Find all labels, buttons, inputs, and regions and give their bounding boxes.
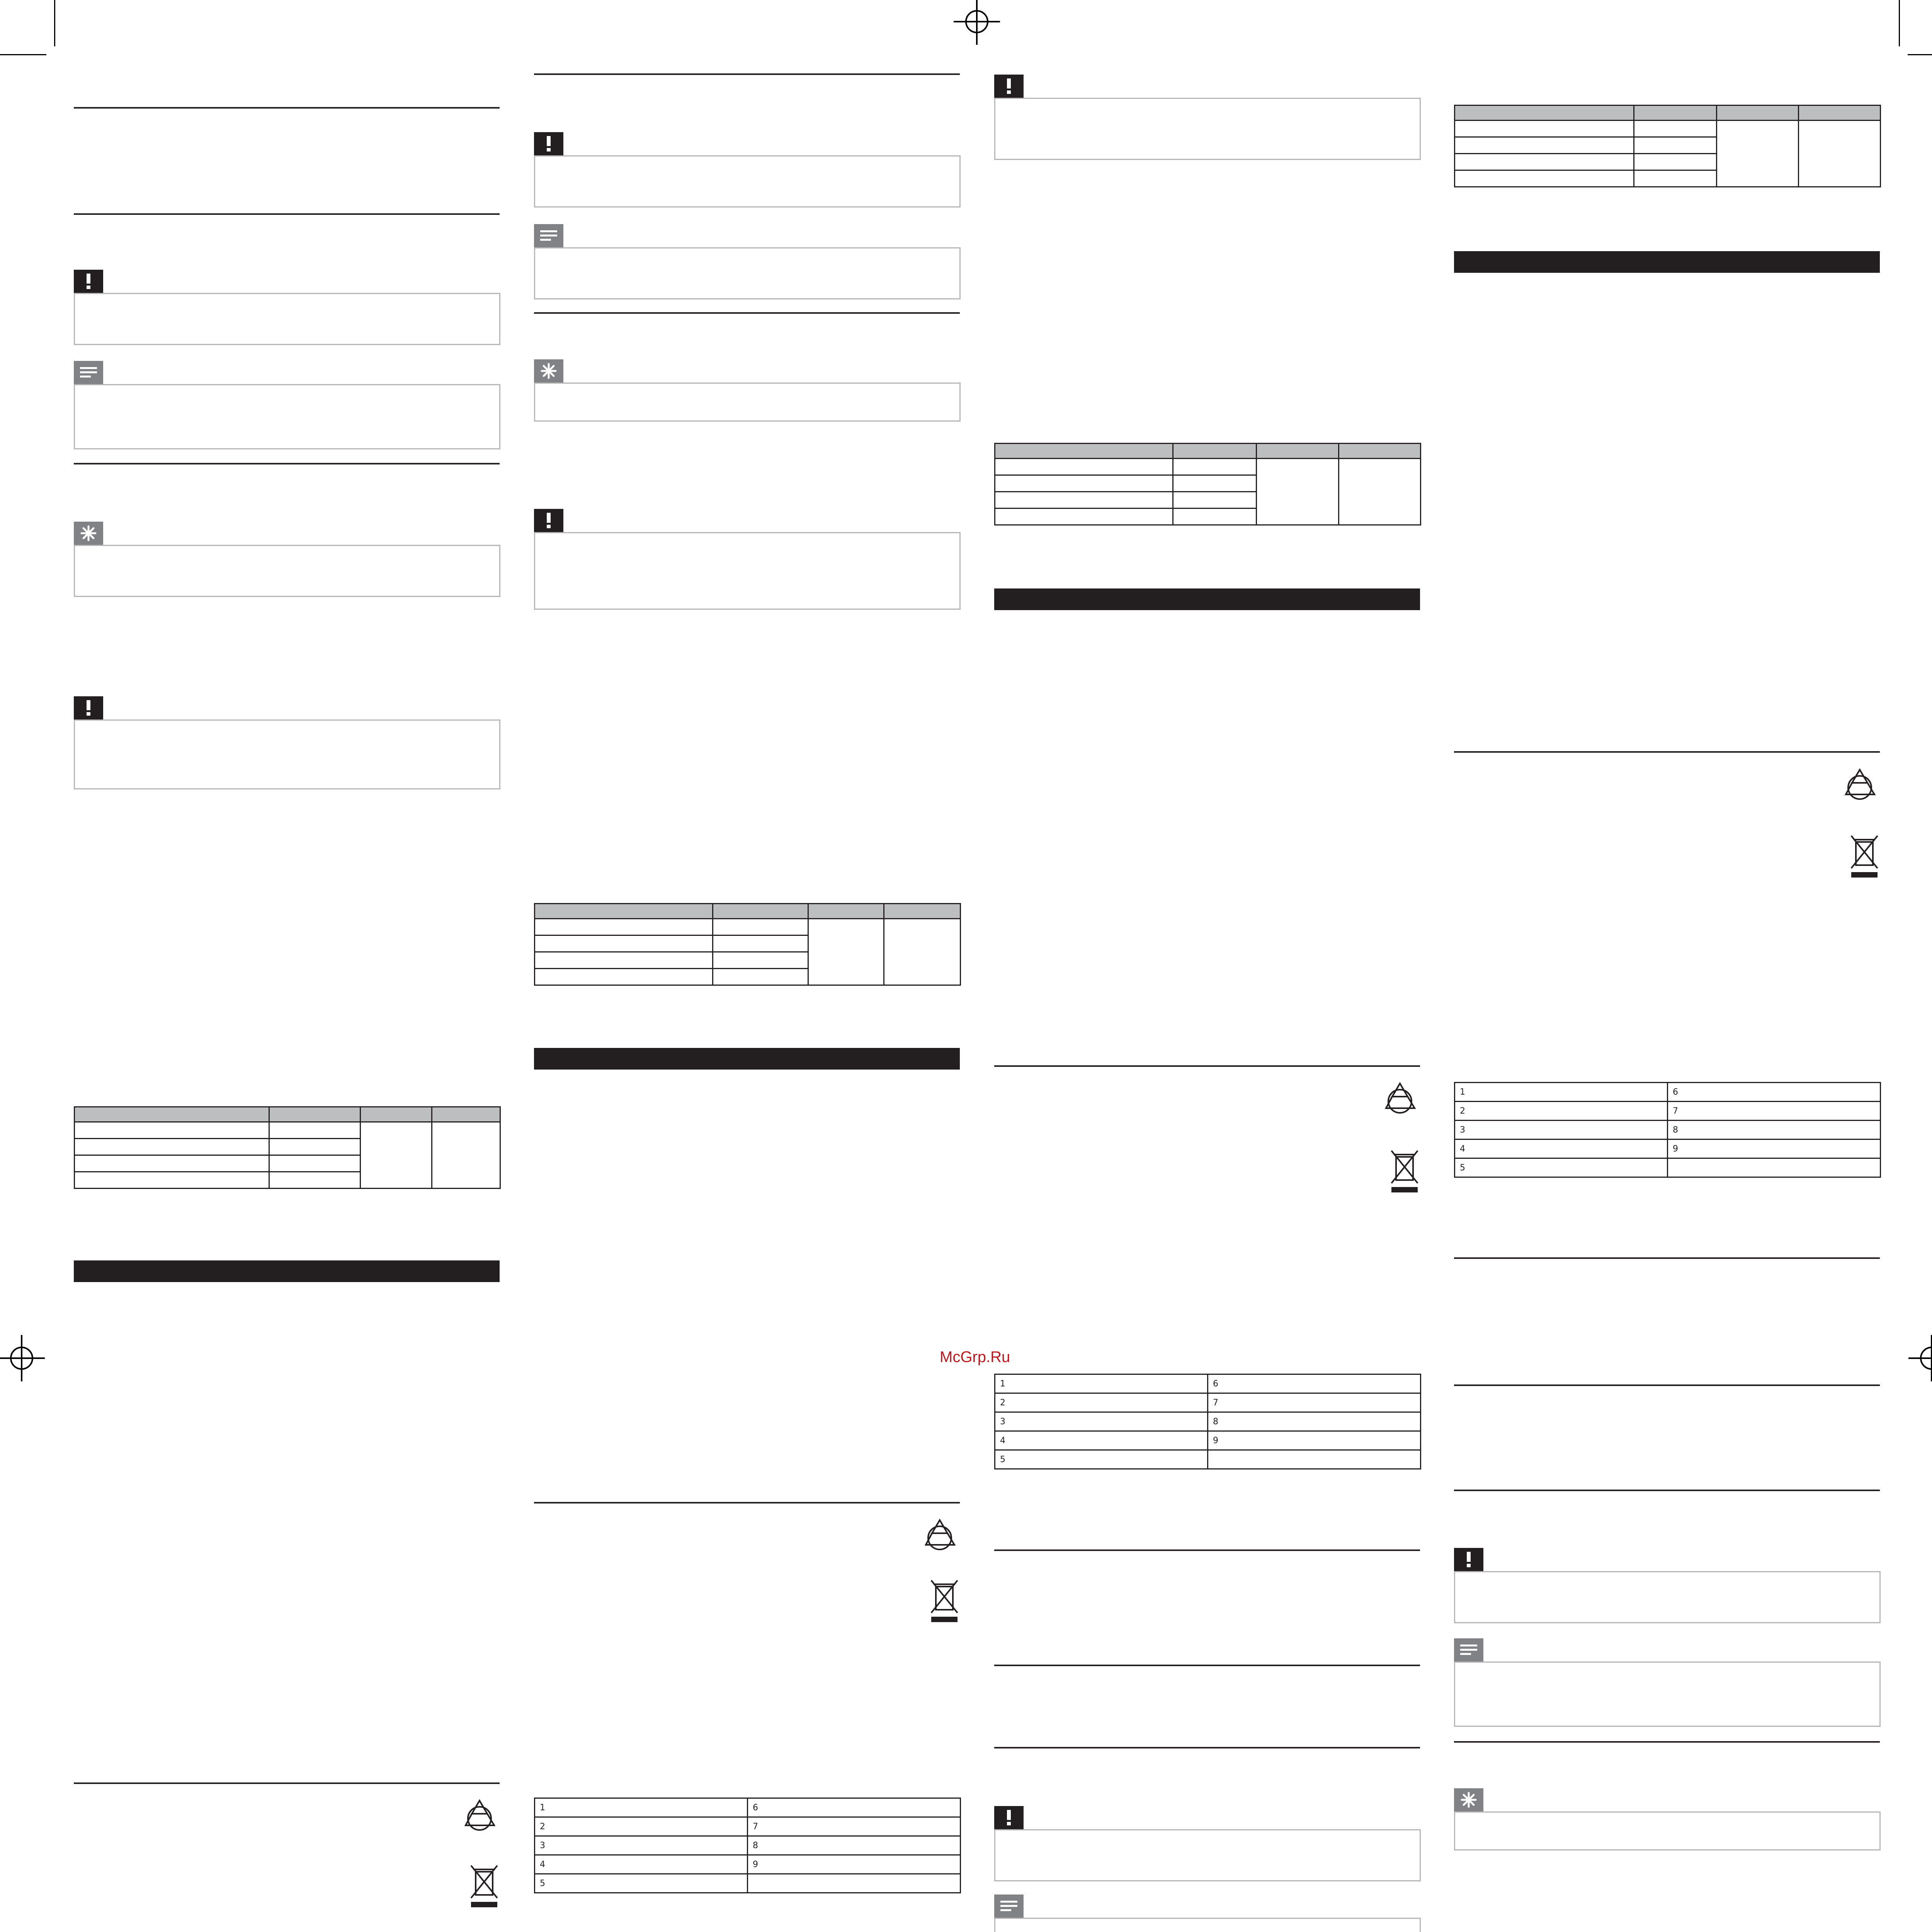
spec-table: [74, 1106, 501, 1189]
parts-table: [534, 1798, 961, 1893]
note-icon: [994, 1895, 1024, 1918]
note-icon: [534, 224, 563, 247]
section-heading-bar: [994, 588, 1420, 610]
parts-table-cell: [1455, 1121, 1668, 1139]
parts-table-cell: [995, 1412, 1208, 1431]
part-marker: 6: [753, 1803, 758, 1813]
section-rule: [994, 1747, 1420, 1748]
warning-box: [994, 98, 1421, 160]
warning-box: [534, 532, 961, 610]
parts-table-cell: [535, 1836, 748, 1855]
section-heading-bar: [1454, 251, 1880, 273]
column-1: [74, 0, 500, 1932]
section-rule: [534, 1502, 960, 1503]
part-marker: 4: [1000, 1435, 1005, 1446]
registration-mark-left: [0, 1335, 45, 1381]
watermark-text[interactable]: McGrp.Ru: [940, 1349, 1010, 1366]
part-marker: 5: [1000, 1454, 1005, 1464]
note-box: [74, 384, 500, 449]
warning-icon: [994, 1806, 1024, 1829]
section-rule: [534, 312, 960, 314]
parts-table: [1454, 1082, 1881, 1178]
part-marker: 3: [540, 1840, 545, 1850]
column-3: [994, 0, 1420, 1932]
section-rule: [74, 107, 500, 109]
parts-table-cell: [535, 1817, 748, 1836]
parts-table-cell: [1668, 1139, 1881, 1158]
column-2: [534, 0, 960, 1932]
column-4: [1454, 0, 1880, 1932]
warning-icon: [534, 132, 563, 155]
parts-table-cell: [1208, 1431, 1421, 1450]
part-marker: 4: [540, 1859, 545, 1869]
recycle-icon: [1381, 1079, 1419, 1117]
part-marker: 7: [1213, 1398, 1218, 1408]
spec-table: [534, 903, 961, 986]
part-marker: 1: [540, 1803, 545, 1813]
parts-table-cell: [995, 1374, 1208, 1393]
parts-table-cell: [1668, 1158, 1881, 1177]
parts-table-cell: [1455, 1139, 1668, 1158]
parts-table-cell: [748, 1817, 961, 1836]
parts-table-cell: [748, 1798, 961, 1817]
part-marker: 8: [1673, 1125, 1678, 1135]
registration-mark-top: [954, 0, 1000, 45]
parts-table-cell: [1455, 1083, 1668, 1102]
tip-icon: [534, 359, 563, 383]
warning-icon: [74, 270, 103, 293]
note-icon: [74, 361, 103, 384]
section-rule: [994, 1065, 1420, 1067]
part-marker: 8: [1213, 1417, 1218, 1427]
spec-table: [1454, 105, 1881, 187]
parts-table: [994, 1374, 1421, 1469]
warning-icon: [1454, 1548, 1483, 1571]
parts-table-cell: [995, 1450, 1208, 1469]
crossed-bin-icon: [1845, 833, 1884, 879]
parts-table-cell: [1208, 1374, 1421, 1393]
part-marker: 7: [753, 1821, 758, 1832]
section-rule: [1454, 1257, 1880, 1259]
parts-table-cell: [535, 1874, 748, 1893]
parts-table-cell: [1208, 1393, 1421, 1412]
crossed-bin-icon: [1385, 1148, 1424, 1194]
spec-table: [994, 443, 1421, 526]
warning-box: [1454, 1571, 1881, 1623]
tip-box: [534, 383, 961, 422]
part-marker: 9: [753, 1859, 758, 1869]
crossed-bin-icon: [925, 1577, 964, 1624]
section-heading-bar: [534, 1048, 960, 1070]
warning-icon: [74, 696, 103, 719]
tip-icon: [1454, 1788, 1483, 1811]
section-heading-bar: [74, 1260, 500, 1282]
recycle-icon: [460, 1796, 499, 1835]
part-marker: 6: [1213, 1379, 1218, 1389]
parts-table-cell: [748, 1874, 961, 1893]
tip-icon: [74, 522, 103, 545]
part-marker: 2: [540, 1821, 545, 1832]
part-marker: 8: [753, 1840, 758, 1850]
section-rule: [1454, 1490, 1880, 1491]
part-marker: 5: [540, 1878, 545, 1888]
part-marker: 2: [1460, 1106, 1465, 1116]
parts-table-cell: [1208, 1412, 1421, 1431]
section-rule: [1454, 1384, 1880, 1386]
parts-table-cell: [535, 1855, 748, 1874]
parts-table-cell: [748, 1855, 961, 1874]
parts-table-cell: [1455, 1102, 1668, 1121]
parts-table-cell: [1668, 1083, 1881, 1102]
part-marker: 1: [1000, 1379, 1005, 1389]
note-box: [994, 1918, 1421, 1932]
tip-box: [74, 545, 500, 597]
warning-icon: [534, 509, 563, 532]
recycle-icon: [920, 1515, 959, 1554]
parts-table-cell: [748, 1836, 961, 1855]
parts-table-cell: [1455, 1158, 1668, 1177]
section-rule: [74, 463, 500, 464]
warning-box: [74, 719, 500, 789]
part-marker: 4: [1460, 1144, 1465, 1154]
part-marker: 1: [1460, 1087, 1465, 1097]
warning-box: [994, 1829, 1421, 1881]
parts-table-cell: [1208, 1450, 1421, 1469]
part-marker: 5: [1460, 1163, 1465, 1173]
note-box: [1454, 1662, 1881, 1727]
crossed-bin-icon: [465, 1862, 503, 1909]
part-marker: 7: [1673, 1106, 1678, 1116]
registration-mark-right: [1908, 1335, 1932, 1381]
section-rule: [534, 73, 960, 75]
section-rule: [1454, 1741, 1880, 1743]
warning-box: [534, 155, 961, 207]
part-marker: 6: [1673, 1087, 1678, 1097]
warning-box: [74, 293, 500, 345]
part-marker: 2: [1000, 1398, 1005, 1408]
parts-table-cell: [995, 1431, 1208, 1450]
section-rule: [74, 1782, 500, 1784]
recycle-icon: [1840, 765, 1879, 804]
parts-table-cell: [1668, 1102, 1881, 1121]
part-marker: 3: [1000, 1417, 1005, 1427]
part-marker: 9: [1213, 1435, 1218, 1446]
warning-icon: [994, 75, 1024, 98]
part-marker: 3: [1460, 1125, 1465, 1135]
parts-table-cell: [1668, 1121, 1881, 1139]
parts-table-cell: [995, 1393, 1208, 1412]
section-rule: [1454, 751, 1880, 753]
parts-table-cell: [535, 1798, 748, 1817]
note-box: [534, 247, 961, 299]
section-rule: [994, 1549, 1420, 1551]
note-icon: [1454, 1638, 1483, 1662]
part-marker: 9: [1673, 1144, 1678, 1154]
section-rule: [994, 1665, 1420, 1666]
section-rule: [74, 213, 500, 215]
tip-box: [1454, 1811, 1881, 1850]
